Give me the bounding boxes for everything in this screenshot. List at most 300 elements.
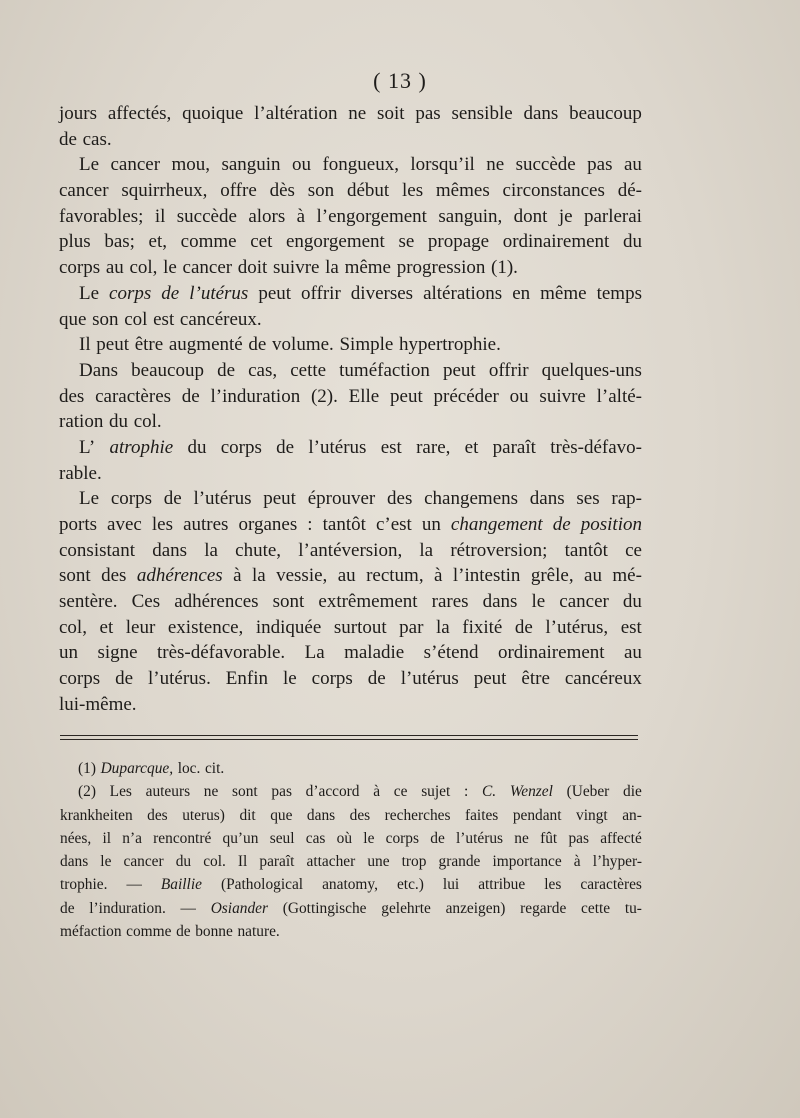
word: mé-: [612, 565, 642, 587]
word: la: [251, 565, 266, 587]
word: même: [540, 282, 587, 304]
word: vingt: [576, 806, 608, 824]
word: (Pathological: [220, 876, 304, 894]
word: pas: [415, 103, 441, 124]
word: l’intestin: [452, 565, 521, 587]
word: corps: [110, 488, 152, 510]
word: sont: [232, 783, 258, 801]
word: par: [399, 616, 424, 638]
word: anatomy,: [322, 876, 378, 894]
word: L’: [79, 436, 96, 458]
word: et,: [148, 231, 168, 253]
word: corps: [220, 436, 262, 458]
word: ou: [292, 154, 311, 176]
word: des: [147, 806, 168, 824]
body-text-line: [59, 409, 642, 435]
word: tantôt: [322, 514, 366, 535]
word: est: [620, 616, 642, 638]
word: corps: [109, 282, 152, 304]
word: offre: [220, 180, 257, 202]
word: indiquée: [255, 616, 322, 638]
word: les: [151, 514, 174, 535]
word: col,: [59, 616, 87, 638]
word: dé-: [617, 180, 642, 202]
word: l’utérus.: [148, 668, 211, 690]
word: :: [463, 783, 469, 801]
word: à: [373, 783, 381, 801]
word: il: [102, 829, 112, 847]
word: cancer: [110, 154, 161, 176]
body-text-line: [59, 204, 642, 230]
word: tu-: [624, 899, 642, 917]
body-text-line: [59, 178, 642, 204]
word: vessie,: [276, 565, 328, 587]
page-number: ( 13 ): [373, 68, 427, 93]
word: position: [580, 514, 642, 535]
word: l’utérus: [400, 668, 459, 690]
body-text-line: [59, 640, 642, 666]
word: dans: [529, 488, 565, 510]
word: l’hyper-: [592, 853, 642, 871]
word: autres: [183, 514, 229, 535]
word: cit.: [204, 760, 225, 777]
word: au: [624, 642, 642, 664]
word: à: [233, 565, 242, 587]
word: pendant: [512, 806, 562, 824]
word: très-défavo-: [550, 436, 642, 458]
word: des: [59, 385, 85, 407]
word: rectum,: [366, 565, 424, 587]
word: de: [430, 829, 445, 847]
word: ne: [514, 829, 529, 847]
word: rare,: [416, 436, 451, 458]
word: (1).: [491, 257, 518, 279]
word: altérations: [423, 282, 503, 304]
word: de: [181, 385, 200, 407]
word: surtout: [333, 616, 387, 638]
body-text-line: [59, 384, 642, 410]
word: le: [363, 829, 375, 847]
word: l’utérus: [193, 488, 252, 510]
word: est: [380, 436, 402, 458]
word: sont: [59, 565, 91, 587]
word: de: [217, 359, 235, 381]
word: Dans: [79, 359, 119, 381]
word: cancer: [123, 853, 164, 871]
word: rencontré: [153, 829, 212, 847]
word: succède: [176, 205, 237, 227]
word: à: [434, 565, 443, 587]
footnote-line: [60, 827, 642, 850]
word: quoique: [182, 103, 244, 124]
word: ordinairement: [502, 231, 610, 253]
word: tantôt: [564, 539, 608, 561]
body-text-line: [59, 358, 642, 384]
word: pas: [271, 783, 292, 801]
word: uterus): [182, 806, 225, 824]
word: plus: [59, 231, 91, 253]
word: engorgement: [285, 231, 385, 253]
body-text-line: [59, 589, 642, 615]
word: très-défavorable.: [156, 642, 286, 664]
word: se: [398, 231, 415, 253]
word: ce: [625, 539, 642, 561]
word: suivre: [539, 385, 586, 407]
word: ses: [576, 488, 600, 510]
word: favorables;: [59, 205, 144, 227]
word: (1): [78, 760, 96, 777]
word: rétroversion;: [450, 539, 548, 561]
word: à: [573, 853, 581, 871]
word: Wenzel: [509, 783, 553, 801]
word: col,: [129, 257, 158, 279]
word: atrophie: [109, 436, 174, 458]
word: des: [101, 565, 127, 587]
word: hypertrophie.: [399, 334, 501, 356]
word: bas;: [104, 231, 135, 253]
word: sujet: [421, 783, 451, 801]
word: cet: [250, 231, 273, 253]
word: nature.: [237, 923, 280, 941]
word: peut: [443, 359, 476, 381]
word: être: [521, 668, 550, 690]
word: de: [59, 128, 77, 150]
word: ne: [348, 103, 367, 124]
word: l’altération: [254, 103, 338, 124]
word: de: [276, 436, 295, 458]
word: du: [175, 853, 192, 871]
word: et: [99, 616, 114, 638]
word: du: [622, 591, 642, 613]
body-text-line: [59, 255, 642, 281]
word: trophie.: [60, 876, 108, 894]
body-text-line: [59, 486, 642, 512]
word: ne: [486, 154, 505, 176]
word: des: [349, 806, 371, 824]
word: sensible: [451, 103, 513, 124]
word: (2).: [310, 385, 338, 407]
footnote-line: [60, 897, 642, 920]
word: au: [584, 565, 602, 587]
word: paraît: [492, 436, 536, 458]
word: grêle,: [530, 565, 574, 587]
word: l’utérus,: [545, 616, 609, 638]
word: temps: [596, 282, 642, 304]
word: adhérences: [174, 591, 259, 613]
word: l’utérus: [456, 829, 504, 847]
word: lui: [442, 876, 460, 894]
word: pas: [568, 829, 589, 847]
word: de: [248, 334, 267, 356]
word: regarde: [520, 899, 567, 917]
footnote-divider: [60, 735, 638, 740]
word: le: [100, 853, 112, 871]
footnote-line: [60, 757, 642, 780]
word: Les: [109, 783, 132, 801]
word: progression: [396, 257, 486, 279]
word: die: [623, 783, 642, 801]
word: existence,: [167, 616, 244, 638]
word: etc.): [396, 876, 424, 894]
body-text-line: [59, 152, 642, 178]
word: parlerai: [583, 205, 642, 227]
word: pas: [587, 154, 613, 176]
body-text-line: [59, 281, 642, 307]
word: même: [344, 257, 391, 279]
word: rap-: [611, 488, 642, 510]
body-text-line: [59, 461, 642, 487]
word: cancéreux.: [179, 308, 262, 330]
word: attacher: [306, 853, 356, 871]
word: est: [153, 308, 175, 330]
word: Le: [79, 488, 100, 510]
word: l’alté-: [596, 385, 642, 407]
word: la: [204, 539, 218, 561]
word: :: [307, 514, 313, 535]
word: de: [161, 282, 180, 304]
word: soit: [377, 103, 405, 124]
word: être: [134, 334, 164, 356]
word: extrêmement: [318, 591, 418, 613]
word: le: [282, 668, 297, 690]
word: du: [622, 231, 642, 253]
word: —: [126, 876, 142, 894]
word: avec: [107, 514, 142, 535]
word: krankheiten: [60, 806, 133, 824]
word: le: [163, 257, 177, 279]
word: de: [115, 668, 134, 690]
word: de: [163, 488, 182, 510]
word: importance: [492, 853, 562, 871]
body-text-line: [59, 127, 642, 153]
word: (2): [78, 783, 96, 801]
word: peut: [96, 334, 130, 356]
word: succède: [515, 154, 576, 176]
word: du: [109, 411, 129, 433]
word: circonstances: [502, 180, 605, 202]
word: doit: [237, 257, 268, 279]
word: cancéreux: [564, 668, 642, 690]
footnote-line: [60, 920, 642, 943]
word: corps: [385, 829, 419, 847]
word: quelques-uns: [541, 359, 642, 381]
word: sanguin,: [438, 205, 503, 227]
word: l’engorgement: [316, 205, 427, 227]
word: méfaction: [60, 923, 122, 941]
word: (Ueber: [566, 783, 610, 801]
body-text: [59, 101, 642, 718]
word: cancer: [182, 257, 233, 279]
word: Il: [79, 334, 91, 356]
word: faites: [464, 806, 499, 824]
word: cas.: [82, 128, 112, 150]
word: corps: [311, 668, 353, 690]
body-text-line: [59, 332, 642, 358]
body-text-line: [59, 692, 642, 718]
word: c’est: [375, 514, 412, 535]
word: an-: [622, 806, 642, 824]
word: peut: [473, 668, 507, 690]
word: lorsqu’il: [410, 154, 475, 176]
word: alors: [248, 205, 286, 227]
word: chute,: [235, 539, 282, 561]
word: son: [92, 308, 119, 330]
word: auteurs: [145, 783, 191, 801]
word: La: [304, 642, 325, 664]
word: cancer: [59, 180, 109, 202]
word: s’étend: [423, 642, 479, 664]
word: beaucoup: [569, 103, 642, 124]
word: squirrheux,: [121, 180, 208, 202]
word: sont: [272, 591, 305, 613]
word: cas,: [248, 359, 278, 381]
word: un: [421, 514, 441, 535]
word: Simple: [339, 334, 394, 356]
word: le: [531, 591, 546, 613]
word: jours: [59, 103, 97, 124]
word: les: [401, 180, 424, 202]
word: dans: [482, 591, 518, 613]
word: au: [623, 154, 642, 176]
word: au: [105, 257, 124, 279]
word: caractères: [580, 876, 642, 894]
word: consistant: [59, 539, 135, 561]
body-text-line: [59, 563, 642, 589]
word: col.: [133, 411, 162, 433]
word: dès: [269, 180, 295, 202]
word: fixité: [462, 616, 503, 638]
word: fût: [540, 829, 558, 847]
word: offrir: [488, 359, 529, 381]
word: loc.: [177, 760, 201, 777]
word: col: [124, 308, 148, 330]
word: où: [336, 829, 353, 847]
word: anzeigen): [445, 899, 506, 917]
word: changement: [450, 514, 543, 535]
word: cette: [581, 899, 611, 917]
word: de: [514, 616, 533, 638]
body-text-line: [59, 435, 642, 461]
word: l’induration.: [89, 899, 166, 917]
word: Baillie: [160, 876, 202, 894]
word: tuméfaction: [339, 359, 430, 381]
word: ration: [59, 411, 104, 433]
word: au: [337, 565, 356, 587]
word: ce: [393, 783, 408, 801]
word: dans: [523, 103, 559, 124]
footnote-line: [60, 804, 642, 827]
word: éprouver: [307, 488, 376, 510]
word: je: [558, 205, 573, 227]
word: seul: [269, 829, 295, 847]
word: diverses: [350, 282, 414, 304]
word: fongueux,: [322, 154, 399, 176]
word: paraît: [259, 853, 295, 871]
word: comme: [126, 923, 172, 941]
word: corps: [59, 668, 101, 690]
word: dont: [513, 205, 548, 227]
word: son: [307, 180, 335, 202]
word: gelehrte: [381, 899, 431, 917]
word: la: [325, 257, 339, 279]
word: (Gottingische: [282, 899, 367, 917]
word: mou,: [171, 154, 211, 176]
word: Le: [79, 154, 100, 176]
word: ne: [203, 783, 219, 801]
word: comme: [180, 231, 237, 253]
footnote-line: [60, 850, 642, 873]
word: de: [367, 668, 386, 690]
word: grande: [438, 853, 481, 871]
word: en: [512, 282, 531, 304]
word: —: [180, 899, 196, 917]
word: recherches: [384, 806, 451, 824]
word: cancer: [559, 591, 609, 613]
word: dans: [152, 539, 188, 561]
word: signe: [97, 642, 138, 664]
body-text-line: [59, 538, 642, 564]
word: qu’un: [222, 829, 259, 847]
word: ordinairement: [497, 642, 605, 664]
word: volume.: [272, 334, 334, 356]
word: du: [187, 436, 207, 458]
word: les: [544, 876, 562, 894]
word: de: [60, 899, 75, 917]
word: l’antéversion,: [298, 539, 403, 561]
word: des: [387, 488, 413, 510]
word: caractères: [95, 385, 172, 407]
word: l’utérus: [189, 282, 249, 304]
word: offrir: [301, 282, 341, 304]
word: C.: [481, 783, 497, 801]
word: Elle: [348, 385, 380, 407]
word: cas: [305, 829, 326, 847]
word: sentère.: [59, 591, 118, 613]
word: Osiander: [210, 899, 268, 917]
word: Ces: [131, 591, 161, 613]
word: Enfin: [225, 668, 269, 690]
word: affectés,: [107, 103, 172, 124]
word: mêmes: [435, 180, 490, 202]
word: rable.: [59, 462, 102, 484]
body-text-line: [59, 229, 642, 255]
word: et: [464, 436, 479, 458]
word: il: [154, 205, 166, 227]
word: dit: [239, 806, 256, 824]
word: attribue: [478, 876, 526, 894]
body-text-line: [59, 512, 642, 538]
word: dans: [60, 853, 89, 871]
word: précéder: [433, 385, 499, 407]
word: maladie: [344, 642, 405, 664]
word: bonne: [195, 923, 233, 941]
footnote-line: [60, 873, 642, 896]
word: organes: [238, 514, 298, 535]
word: col.: [203, 853, 226, 871]
word: ou: [509, 385, 529, 407]
footnotes: [60, 757, 642, 943]
word: l’induration: [210, 385, 301, 407]
word: affecté: [600, 829, 642, 847]
word: augmenté: [168, 334, 243, 356]
word: corps: [59, 257, 101, 279]
word: peut: [258, 282, 292, 304]
word: peut: [263, 488, 296, 510]
word: Il: [237, 853, 248, 871]
word: la: [419, 539, 434, 561]
word: d’accord: [305, 783, 360, 801]
word: rares: [431, 591, 469, 613]
